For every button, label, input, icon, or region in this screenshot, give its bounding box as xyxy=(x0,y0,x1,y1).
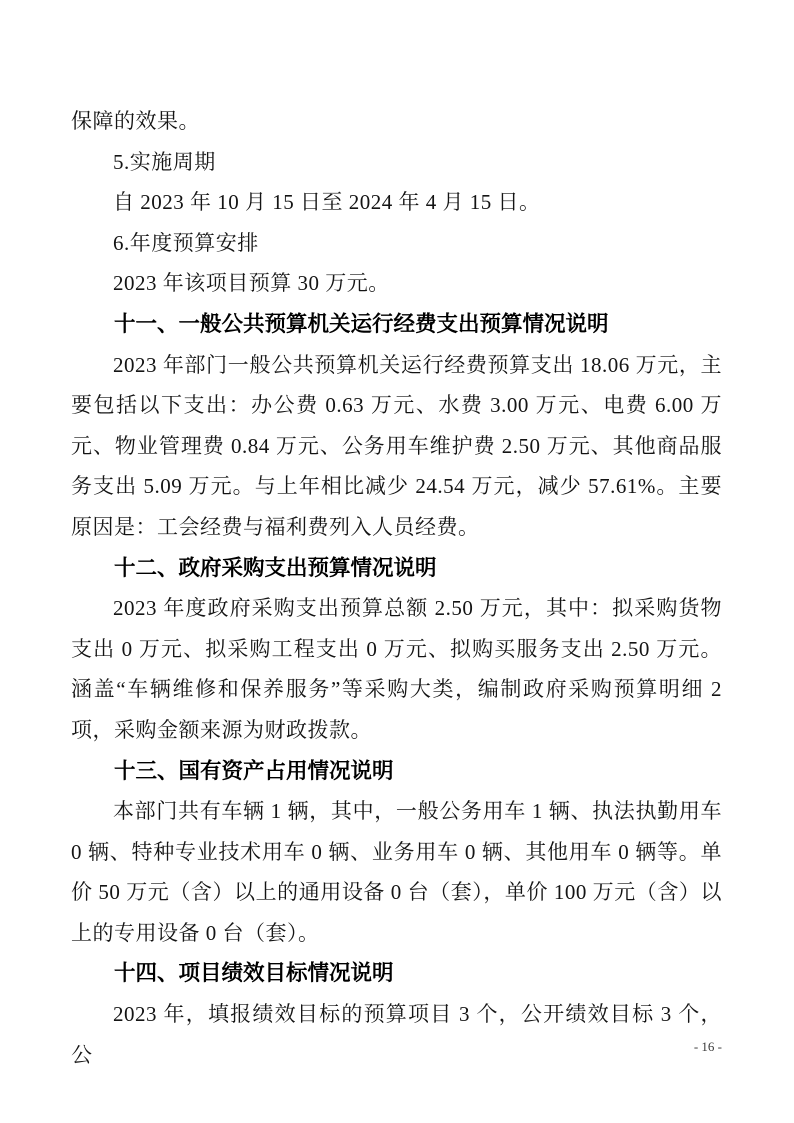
section-heading-12: 十二、政府采购支出预算情况说明 xyxy=(114,555,437,580)
section-heading-13: 十三、国有资产占用情况说明 xyxy=(114,758,394,783)
page-number: - 16 - xyxy=(693,1039,722,1054)
section-heading-14: 十四、项目绩效目标情况说明 xyxy=(114,961,394,986)
list-item-5-implementation-period: 5.实施周期 xyxy=(113,149,216,174)
list-item-6-annual-budget: 6.年度预算安排 xyxy=(113,230,259,255)
paragraph-implementation-dates: 自 2023 年 10 月 15 日至 2024 年 4 月 15 日。 xyxy=(113,190,541,215)
section-heading-11: 十一、一般公共预算机关运行经费支出预算情况说明 xyxy=(114,311,609,336)
paragraph-government-procurement: 2023 年度政府采购支出预算总额 2.50 万元，其中：拟采购货物支出 0 万元、拟采购工程支出 0 万元、拟购买服务支出 2.50 万元。涵盖“车辆维修和保养服务”等采购大类，编制政府采购预算明细 2 项，采购金额来源为财政拨款。 xyxy=(71,596,722,742)
document-body xyxy=(71,101,722,1075)
paragraph-operating-expenses: 2023 年部门一般公共预算机关运行经费预算支出 18.06 万元，主要包括以下支出：办公费 0.63 万元、水费 3.00 万元、电费 6.00 万元、物业管理费 0.84 万元、公务用车维护费 2.50 万元、其他商品服务支出 5.09 万元。与上年相比减少 24.54 万元，减少 57.61%。主要原因是：工会经费与福利费列入人员经费。 xyxy=(71,352,722,539)
paragraph-project-budget: 2023 年该项目预算 30 万元。 xyxy=(113,271,390,296)
paragraph-state-assets: 本部门共有车辆 1 辆，其中，一般公务用车 1 辆、执法执勤用车 0 辆、特种专业技术用车 0 辆、业务用车 0 辆、其他用车 0 辆等。单价 50 万元（含）以上的通用设备 0 台（套），单价 100 万元（含）以上的专用设备 0 台（套）。 xyxy=(71,799,722,945)
paragraph-performance-targets: 2023 年，填报绩效目标的预算项目 3 个，公开绩效目标 3 个，公 xyxy=(71,1002,722,1067)
paragraph-continuation: 保障的效果。 xyxy=(71,109,200,133)
